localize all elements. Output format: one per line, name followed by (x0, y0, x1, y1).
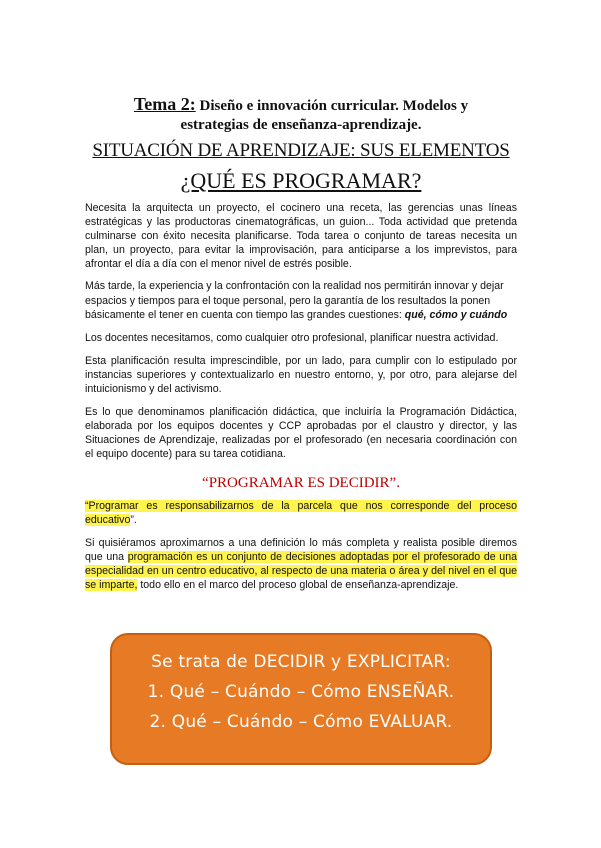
topic-header (85, 95, 517, 135)
decide-explain-box (110, 633, 492, 765)
paragraph-definition (85, 536, 517, 592)
topic-title-line2: estrategias de enseñanza-aprendizaje. (180, 117, 422, 133)
key-questions-emphasis: qué, cómo y cuándo (404, 308, 508, 321)
definition-end: todo ello en el marco del proceso global de enseñanza-aprendizaje. (137, 578, 459, 591)
paragraph-teachers: Los docentes necesitamos, como cualquier otro profesional, planificar nuestra actividad. (85, 331, 499, 344)
box-line-2: 1. Qué – Cuándo – Cómo ENSEÑAR. (147, 682, 455, 702)
document-page (85, 95, 517, 592)
quote-end: ”. (130, 513, 137, 526)
paragraph-experience (85, 279, 517, 321)
definition-start: Si quisiéramos aproximarnos a una definición lo más completa y realista posible diremos que una (85, 536, 517, 563)
box-line-1: Se trata de DECIDIR y EXPLICITAR: (151, 652, 451, 672)
paragraph-didactic-planning: Es lo que denominamos planificación didáctica, que incluiría la Programación Didáctica, elaborada por los equipos docentes y CCP aprobadas por el claustro y director, y las Situaciones de Aprendizaje, realizadas por el profesorado (en necesaria coordinación con el equipo docente) para su tarea cotidiana. (85, 406, 517, 461)
topic-number: Tema 2: (133, 94, 196, 114)
programar-es-decidir-heading: “PROGRAMAR ES DECIDIR”. (202, 474, 400, 491)
situation-heading: SITUACIÓN DE APRENDIZAJE: SUS ELEMENTOS (92, 140, 510, 161)
what-is-programming-heading: ¿QUÉ ES PROGRAMAR? (180, 168, 422, 193)
box-line-3: 2. Qué – Cuándo – Cómo EVALUAR. (149, 712, 453, 732)
highlighted-definition: programación es un conjunto de decisiones adoptadas por el profesorado de una especialidad en un centro educativo, al respecto de una materia o área y del nivel en el que se imparte, (85, 550, 517, 591)
paragraph-planning-intro: Necesita la arquitecta un proyecto, el cocinero una receta, las gerencias unas líneas estratégicas y las productoras cinematográficas, un guion... Toda actividad que pretenda culminarse con éxito necesita planificarse. Toda tarea o conjunto de tareas necesita un plan, un proyecto, para evitar la improvisación, para anticiparse a los imprevistos, para afrontar el día a día con el menor nivel de estrés posible. (85, 202, 517, 271)
paragraph-experience-text: Más tarde, la experiencia y la confrontación con la realidad nos permitirán innovar y dejar espacios y tiempos para el toque personal, pero la garantía de los resultados la ponen básicamente el tener en cuenta con tiempo las grandes cuestiones: (85, 280, 504, 321)
paragraph-quote (85, 499, 517, 527)
paragraph-indispensable: Esta planificación resulta imprescindible, por un lado, para cumplir con lo estipulado por instancias superiores y contextualizarlo en nuestro entorno, y, por otro, para alejarse del intuicionismo y del activismo. (85, 354, 517, 396)
highlighted-quote: “Programar es responsabilizarnos de la parcela que nos corresponde del proceso educativo (85, 499, 517, 526)
topic-title: Diseño e innovación curricular. Modelos y (195, 98, 469, 114)
